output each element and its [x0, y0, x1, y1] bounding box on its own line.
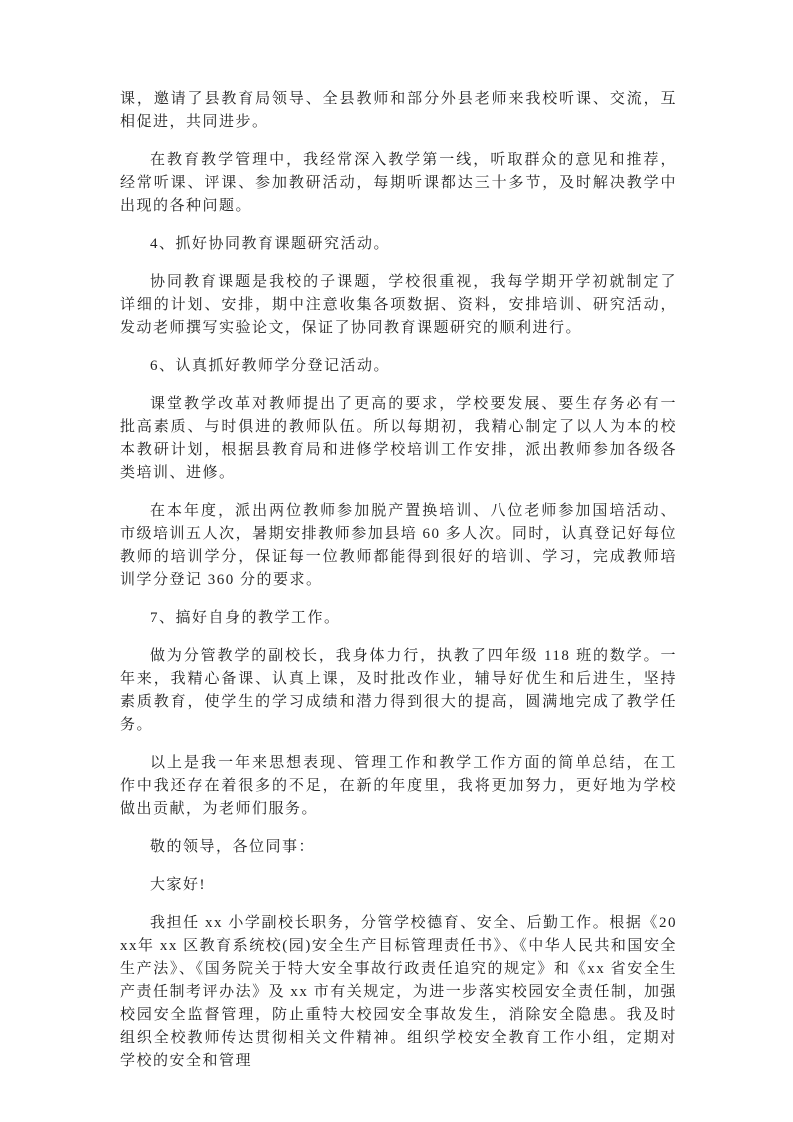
paragraph: 在本年度，派出两位教师参加脱产置换培训、八位老师参加国培活动、市级培训五人次，暑期安排教师参加县培 60 多人次。同时，认真登记好每位教师的培训学分，保证每一位教师都能得到很好的培训、学习，完成教师培训学分登记 360 分的要求。: [120, 503, 677, 588]
paragraph: 6、认真抓好教师学分登记活动。: [150, 358, 391, 374]
paragraph: 4、抓好协同教育课题研究活动。: [150, 236, 391, 252]
paragraph: 协同教育课题是我校的子课题，学校很重视，我每学期开学初就制定了详细的计划、安排，期中注意收集各项数据、资料，安排培训、研究活动，发动老师撰写实验论文，保证了协同教育课题研究的顺利进行。: [120, 274, 677, 336]
paragraph: 敬的领导，各位同事：: [150, 839, 316, 855]
paragraph: 7、搞好自身的教学工作。: [150, 610, 341, 626]
paragraph: 在教育教学管理中，我经常深入教学第一线，听取群众的意见和推荐，经常听课、评课、参加教研活动，每期听课都达三十多节，及时解决教学中出现的各种问题。: [120, 152, 677, 214]
paragraph: 我担任 xx 小学副校长职务，分管学校德育、安全、后勤工作。根据《20xx年 xx 区教育系统校(园)安全生产目标管理责任书》、《中华人民共和国安全生产法》、《国务院关于特大安全事故行政责任追究的规定》和《xx 省安全生产责任制考评办法》及 xx 市有关规定，为进一步落实校园安全责任制，加强校园安全监督管理，防止重特大校园安全事故发生，消除安全隐患。我及时组织全校教师传达贯彻相关文件精神。组织学校安全教育工作小组，定期对学校的安全和管理: [120, 915, 677, 1069]
paragraph: 以上是我一年来思想表现、管理工作和教学工作方面的简单总结，在工作中我还存在着很多的不足，在新的年度里，我将更加努力，更好地为学校做出贡献，为老师们服务。: [120, 755, 677, 817]
paragraph: 大家好!: [150, 877, 206, 893]
document-body: [120, 88, 677, 1073]
paragraph: 课，邀请了县教育局领导、全县教师和部分外县老师来我校听课、交流，互相促进，共同进步。: [120, 91, 677, 130]
paragraph: 课堂教学改革对教师提出了更高的要求，学校要发展、要生存务必有一批高素质、与时俱进的教师队伍。所以每期初，我精心制定了以人为本的校本教研计划，根据县教育局和进修学校培训工作安排，派出教师参加各级各类培训、进修。: [120, 396, 677, 481]
paragraph: 做为分管教学的副校长，我身体力行，执教了四年级 118 班的数学。一年来，我精心备课、认真上课，及时批改作业，辅导好优生和后进生，坚持素质教育，使学生的学习成绩和潜力得到很大的提高，圆满地完成了教学任务。: [120, 648, 677, 733]
